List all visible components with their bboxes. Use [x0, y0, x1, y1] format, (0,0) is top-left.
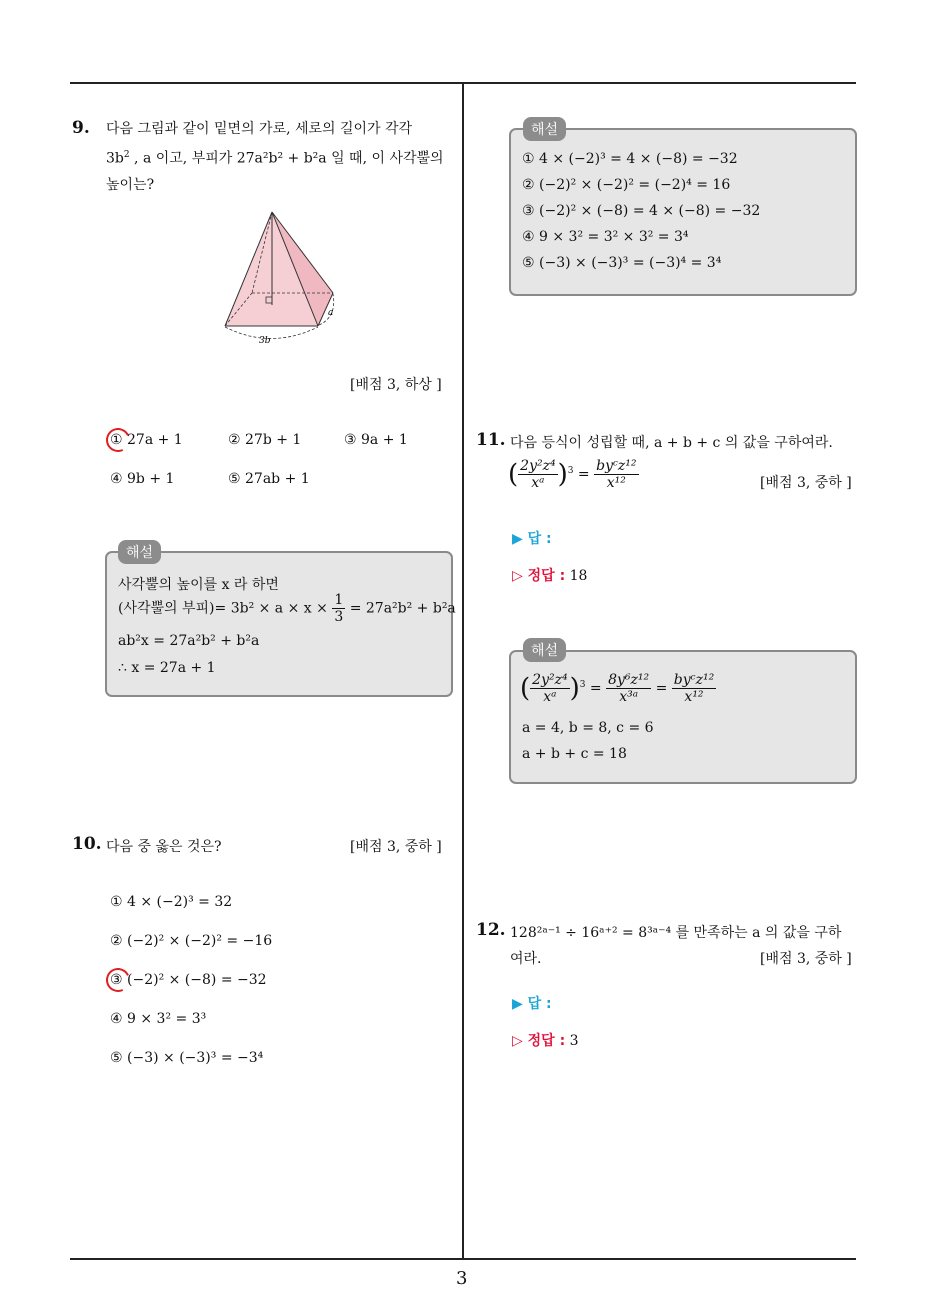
q11-correct: ▷ 정답 : 18 — [512, 568, 588, 584]
page-number: 3 — [456, 1268, 468, 1289]
frac-one-third: $\frac{1}{3}$ — [334, 592, 344, 625]
q10-choice-5[interactable]: ⑤ (−3) × (−3)³ = −3⁴ — [110, 1050, 264, 1066]
q12-correct: ▷ 정답 : 3 — [512, 1033, 579, 1049]
q9-choice-1[interactable]: ① 27a + 1 — [110, 432, 183, 448]
column-divider — [462, 83, 464, 1259]
q9-choice-4[interactable]: ④ 9b + 1 — [110, 471, 175, 487]
pyramid-figure — [215, 205, 345, 350]
q11-answer-label: ▶ 답 : — [512, 531, 552, 547]
q12-number: 12. — [476, 920, 506, 940]
q11-solution-box — [509, 650, 857, 784]
q9-choice-3[interactable]: ③ 9a + 1 — [344, 432, 408, 448]
q12-answer-label: ▶ 답 : — [512, 996, 552, 1012]
q11-solution-label: 해설 — [523, 638, 566, 662]
q11-question: 다음 등식이 성립할 때, a + b + c 의 값을 구하여라. — [510, 435, 833, 451]
q12-line1: 128²ᵃ⁻¹ ÷ 16ᵃ⁺² = 8³ᵃ⁻⁴ 를 만족하는 a 의 값을 구하 — [510, 925, 842, 941]
fig-label-b: 3b — [259, 336, 271, 346]
q10-choice-2[interactable]: ② (−2)² × (−2)² = −16 — [110, 933, 273, 949]
q9-solution-line3: ab²x = 27a²b² + b²a — [118, 633, 260, 649]
q11-number: 11. — [476, 430, 506, 450]
q9-number: 9. — [72, 118, 90, 138]
q9-choice-5[interactable]: ⑤ 27ab + 1 — [228, 471, 310, 487]
q9-points: [배점 3, 하상 ] — [350, 377, 442, 393]
q11-solution-line3: a + b + c = 18 — [522, 746, 627, 762]
q10-points: [배점 3, 중하 ] — [350, 839, 442, 855]
q10-solution-line3: ③ (−2)² × (−8) = 4 × (−8) = −32 — [522, 203, 761, 219]
q12-line2: 여라. — [510, 951, 542, 967]
q9-line1: 다음 그림과 같이 밑면의 가로, 세로의 길이가 각각 — [106, 121, 413, 137]
q10-question: 다음 중 옳은 것은? — [106, 839, 222, 855]
fig-label-a: a — [328, 308, 334, 318]
q10-choice-4[interactable]: ④ 9 × 3² = 3³ — [110, 1011, 207, 1027]
q10-number: 10. — [72, 834, 102, 854]
selected-answer-mark — [103, 425, 134, 456]
q10-solution-line2: ② (−2)² × (−2)² = (−2)⁴ = 16 — [522, 177, 731, 193]
q10-choice-3[interactable]: ③ (−2)² × (−8) = −32 — [110, 972, 267, 988]
bottom-rule — [70, 1258, 856, 1260]
q10-solution-line1: ① 4 × (−2)³ = 4 × (−8) = −32 — [522, 151, 738, 167]
q9-solution-line1: 사각뿔의 높이를 x 라 하면 — [118, 577, 279, 593]
q11-points: [배점 3, 중하 ] — [760, 475, 852, 491]
q9-solution-label: 해설 — [118, 540, 161, 564]
q11-answer-input[interactable] — [580, 526, 780, 546]
selected-answer-mark — [103, 965, 134, 996]
q10-solution-line5: ⑤ (−3) × (−3)³ = (−3)⁴ = 3⁴ — [522, 255, 722, 271]
q9-choice-2[interactable]: ② 27b + 1 — [228, 432, 302, 448]
q12-points: [배점 3, 중하 ] — [760, 951, 852, 967]
q11-solution-line2: a = 4, b = 8, c = 6 — [522, 720, 654, 736]
q11-equation: ( $\frac{\text{2y²z⁴}}{\text{xᵃ}}$ )$^3$ = $\frac{\text{byᶜz¹²}}{\text{x¹²}}$ — [508, 458, 637, 491]
q9-question — [106, 116, 456, 198]
q10-choice-1[interactable]: ① 4 × (−2)³ = 32 — [110, 894, 233, 910]
q10-solution-line4: ④ 9 × 3² = 3² × 3² = 3⁴ — [522, 229, 689, 245]
q12-answer-input[interactable] — [580, 991, 780, 1011]
q9-solution-line4: ∴ x = 27a + 1 — [118, 660, 216, 676]
q9-line2: $3b^2$ , a 이고, 부피가 27a²b² + b²a 일 때, 이 사각뿔의 — [106, 150, 444, 167]
q11-solution-line1: ( $\frac{\text{2y²z⁴}}{\text{xᵃ}}$ )$^3$ = $\frac{\text{8y⁶z¹²}}{\text{x³ᵃ}}$ = $\frac{\text{byᶜz¹²}}{\text{x¹²}}$ — [520, 672, 715, 705]
q10-solution-label: 해설 — [523, 117, 566, 141]
q9-line3: 높이는? — [106, 176, 155, 193]
q9-solution-line2: (사각뿔의 부피)= 3b² × a × x × $\frac{1}{3}$ = 27a²b² + b²a — [118, 592, 456, 625]
